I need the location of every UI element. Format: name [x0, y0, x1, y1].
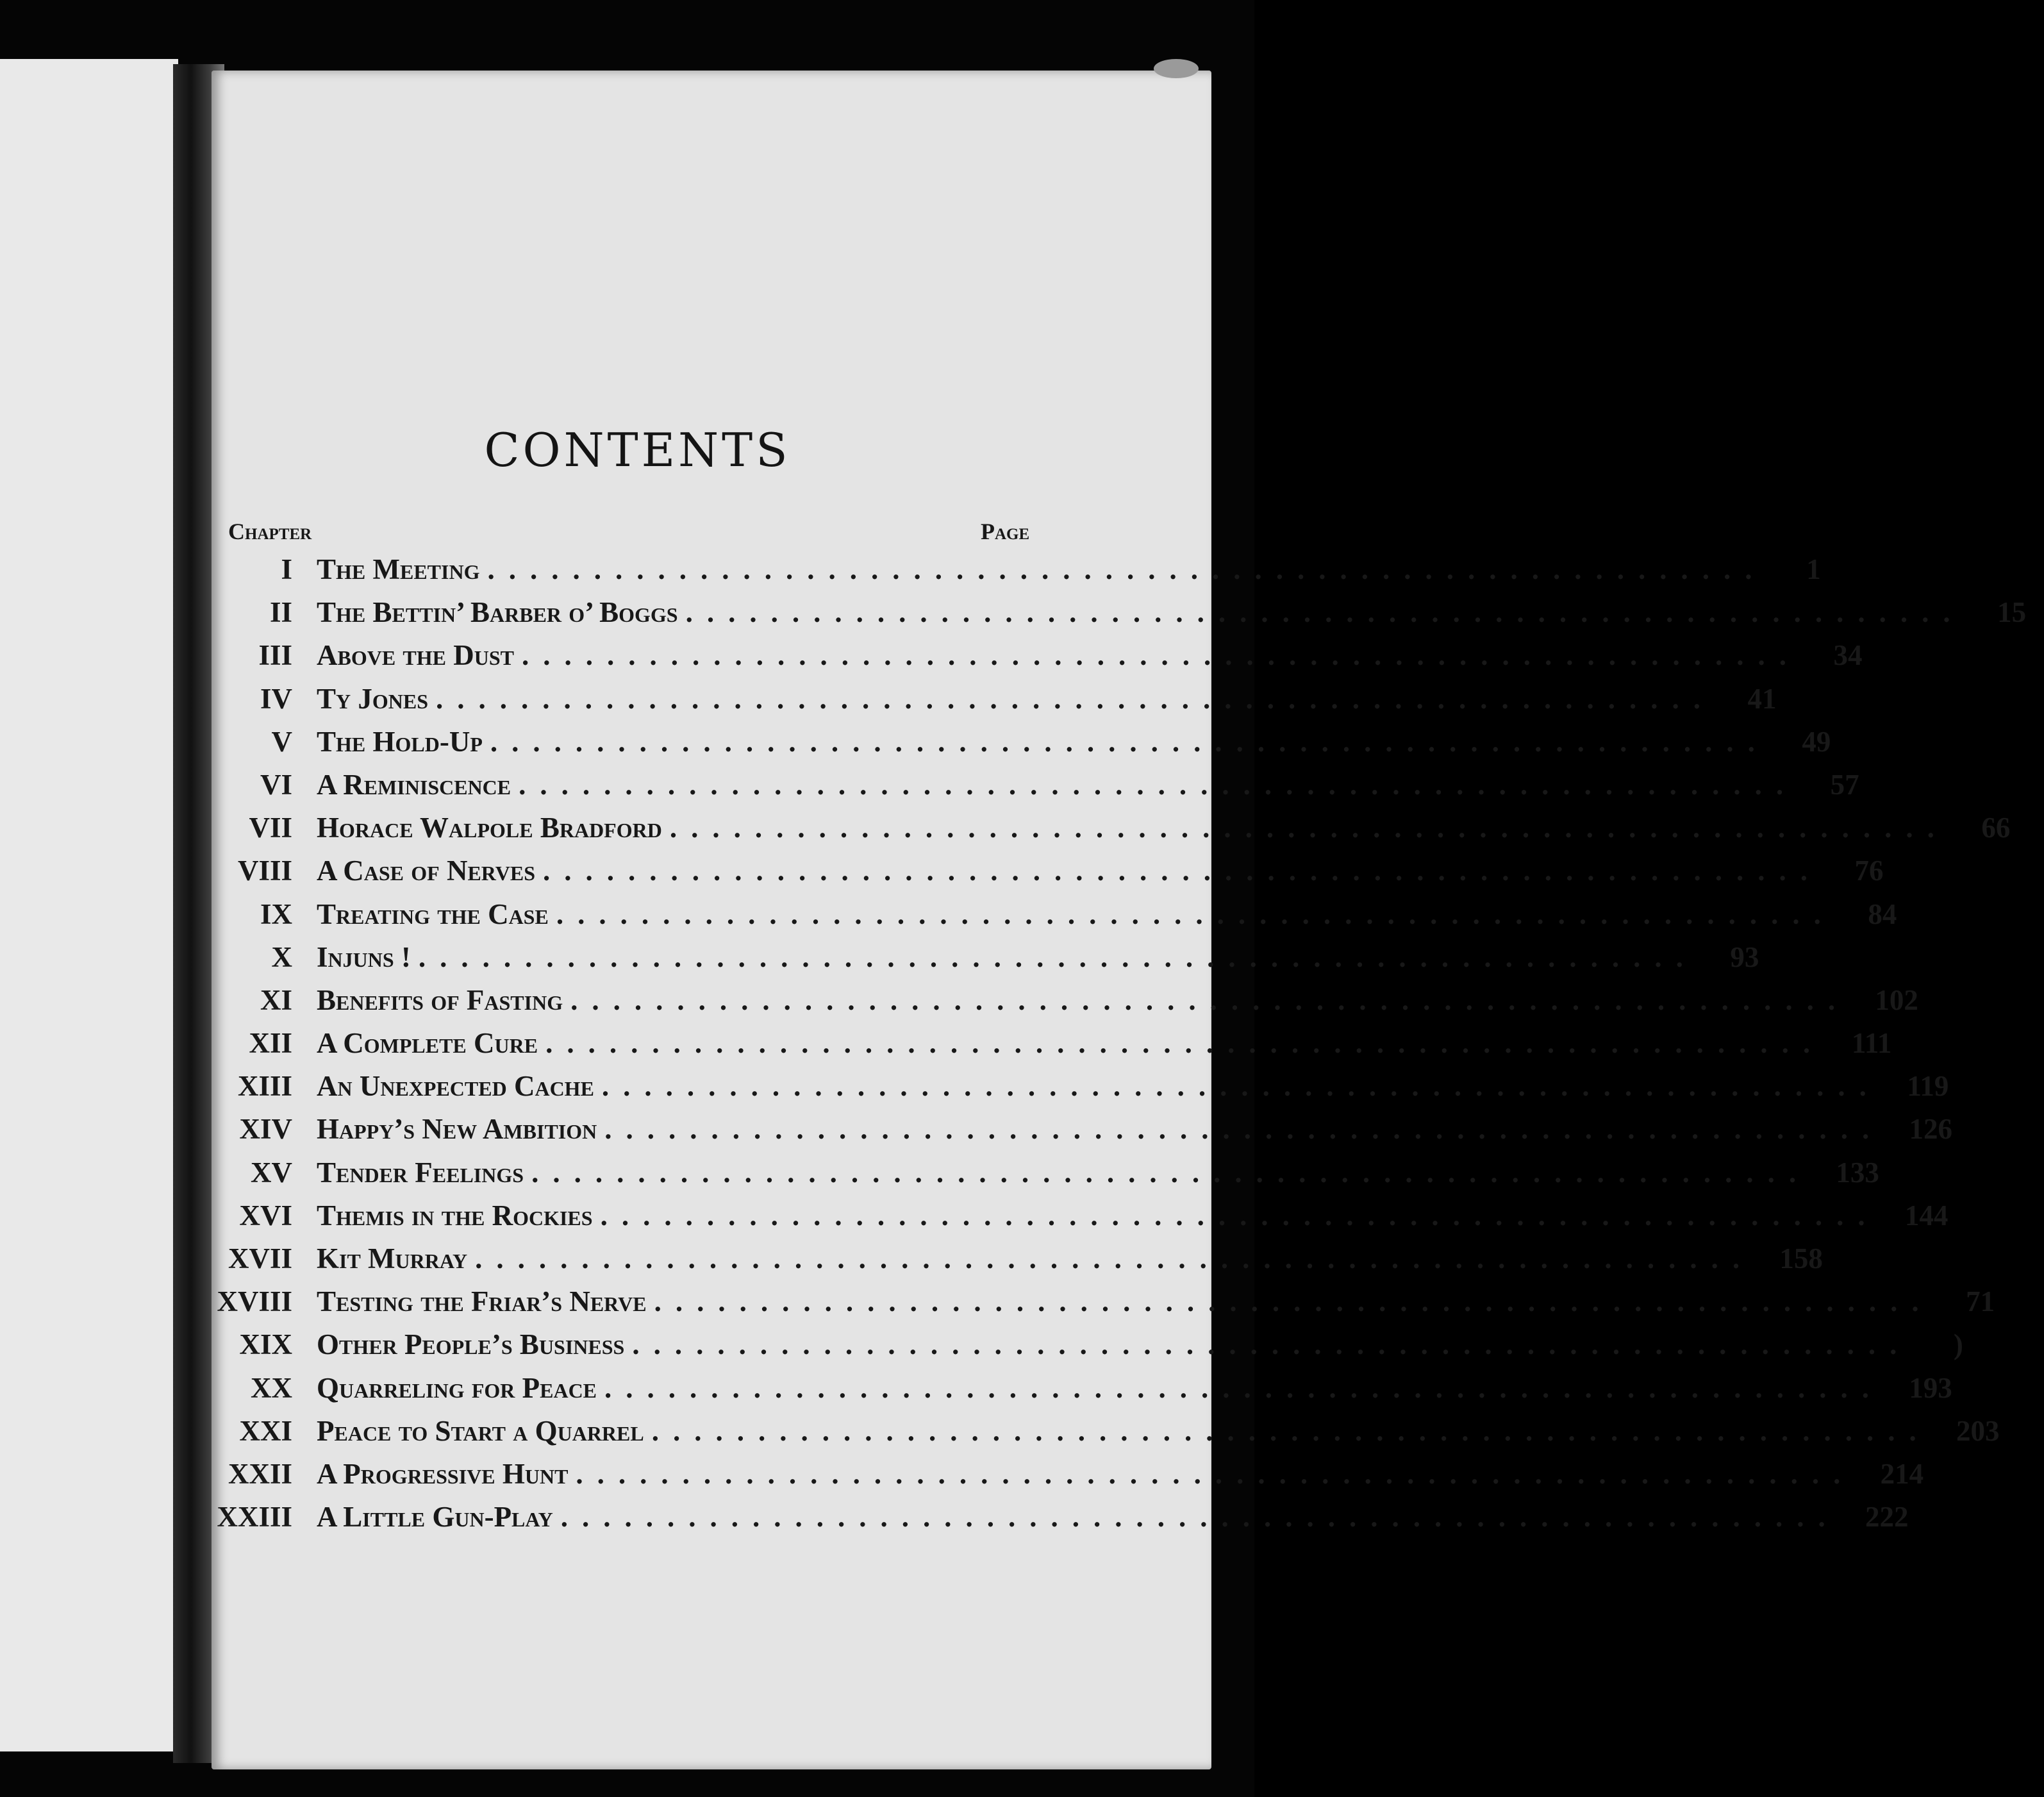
- chapter-title: Kit Murray: [317, 1242, 468, 1275]
- chapter-title: A Progressive Hunt: [317, 1457, 569, 1490]
- page-number: 49: [1802, 725, 1831, 758]
- chapter-title: Other People’s Business: [317, 1328, 625, 1361]
- chapter-number: II: [269, 596, 292, 629]
- toc-entry: [186, 1151, 1879, 1194]
- chapter-number: VI: [260, 768, 292, 801]
- toc-entry: [186, 1453, 1924, 1496]
- chapter-number: XIX: [239, 1328, 292, 1361]
- dot-leader: ............................................................: [560, 1501, 1840, 1534]
- page-number: 119: [1907, 1070, 1949, 1103]
- chapter-title: A Reminiscence: [317, 768, 511, 801]
- dot-leader: ............................................................: [601, 1070, 1881, 1103]
- toc-entry: [186, 849, 1884, 892]
- table-of-contents: [186, 548, 2027, 1539]
- chapter-title: Above the Dust: [317, 639, 515, 672]
- dot-leader: ............................................................: [531, 1156, 1811, 1189]
- toc-entry: [186, 936, 1759, 979]
- scan-blemish: [1154, 59, 1199, 78]
- toc-entry: [186, 893, 1897, 936]
- chapter-number: III: [258, 639, 292, 672]
- chapter-title: Peace to Start a Quarrel: [317, 1414, 644, 1447]
- toc-entry: [186, 1323, 1963, 1366]
- chapter-title: A Case of Nerves: [317, 855, 536, 887]
- page-number: 144: [1904, 1199, 1948, 1232]
- page-number: 133: [1836, 1156, 1879, 1189]
- toc-entry: [186, 1194, 1948, 1237]
- dot-leader: ............................................................: [556, 898, 1835, 930]
- chapter-number: XVII: [228, 1242, 292, 1275]
- dot-leader: ............................................................: [570, 983, 1850, 1016]
- page-number: 111: [1851, 1027, 1892, 1060]
- dot-leader: ............................................................: [418, 940, 1697, 973]
- toc-entry: [186, 1065, 1949, 1108]
- toc-entry: [186, 634, 1863, 677]
- page-number: 84: [1868, 898, 1897, 930]
- chapter-title: Testing the Friar’s Nerve: [317, 1285, 647, 1318]
- chapter-number: V: [271, 725, 292, 758]
- page-title: CONTENTS: [484, 423, 791, 477]
- chapter-title: The Bettin’ Barber o’ Boggs: [317, 596, 678, 629]
- page-number: 203: [1956, 1414, 2000, 1447]
- chapter-number: IX: [260, 898, 292, 930]
- dot-leader: ............................................................: [522, 639, 1801, 672]
- chapter-title: Tender Feelings: [317, 1156, 524, 1189]
- toc-entry: [186, 764, 1859, 807]
- chapter-title: An Unexpected Cache: [317, 1070, 594, 1103]
- dot-leader: ............................................................: [545, 1027, 1825, 1060]
- chapter-title: Horace Walpole Bradford: [317, 812, 662, 844]
- page-number: 57: [1830, 768, 1859, 801]
- toc-entry: [186, 979, 1918, 1022]
- chapter-number: XXIII: [217, 1501, 292, 1534]
- chapter-title: Treating the Case: [317, 898, 549, 930]
- chapter-title: A Complete Cure: [317, 1027, 538, 1060]
- toc-entry: [186, 1237, 1823, 1280]
- dot-leader: ............................................................: [654, 1285, 1933, 1318]
- page-number: 34: [1833, 639, 1863, 672]
- chapter-number: XIII: [237, 1070, 292, 1103]
- chapter-number: XIV: [239, 1113, 292, 1146]
- chapter-number: IV: [260, 682, 292, 715]
- dot-leader: ............................................................: [519, 768, 1798, 801]
- dot-leader: ............................................................: [436, 682, 1715, 715]
- page-number: 214: [1880, 1457, 1924, 1490]
- page-number: 193: [1909, 1371, 1952, 1404]
- page-number: 126: [1909, 1113, 1952, 1146]
- dot-leader: ............................................................: [669, 812, 1948, 844]
- toc-entry: [186, 1410, 2000, 1453]
- toc-entry: [186, 1280, 1995, 1323]
- page-column-header: Page: [981, 519, 1030, 544]
- chapter-title: Ty Jones: [317, 682, 429, 715]
- toc-entry: [186, 721, 1831, 764]
- page-number: 93: [1730, 940, 1759, 973]
- dot-leader: ............................................................: [632, 1328, 1911, 1361]
- toc-entry: [186, 1108, 1952, 1151]
- toc-entry: [186, 807, 2011, 849]
- page-number: 102: [1875, 983, 1918, 1016]
- toc-entry: [186, 1022, 1892, 1065]
- chapter-title: Quarreling for Peace: [317, 1371, 597, 1404]
- toc-entry: [186, 548, 1821, 591]
- toc-entry: [186, 1496, 1909, 1539]
- chapter-number: XX: [251, 1371, 292, 1404]
- toc-entry: [186, 1367, 1952, 1410]
- chapter-title: The Meeting: [317, 553, 480, 585]
- page-number: ): [1953, 1328, 1963, 1361]
- chapter-number: XII: [249, 1027, 292, 1060]
- chapter-title: Benefits of Fasting: [317, 983, 563, 1016]
- chapter-number: XV: [251, 1156, 292, 1189]
- chapter-number: XI: [260, 983, 292, 1016]
- chapter-title: A Little Gun-Play: [317, 1501, 553, 1534]
- chapter-title: The Hold-Up: [317, 725, 483, 758]
- dot-leader: ............................................................: [685, 596, 1965, 629]
- chapter-title: Themis in the Rockies: [317, 1199, 593, 1232]
- toc-entry: [186, 591, 2027, 634]
- page-number: 41: [1747, 682, 1777, 715]
- chapter-number: XXI: [239, 1414, 292, 1447]
- dot-leader: ............................................................: [604, 1113, 1884, 1146]
- chapter-number: XVI: [239, 1199, 292, 1232]
- chapter-number: X: [271, 940, 292, 973]
- chapter-number: XXII: [228, 1457, 292, 1490]
- page-number: 66: [1981, 812, 2011, 844]
- left-page: [0, 59, 178, 1751]
- dot-leader: ............................................................: [487, 553, 1766, 585]
- page-number: 76: [1854, 855, 1884, 887]
- chapter-number: VIII: [237, 855, 292, 887]
- dot-leader: ............................................................: [576, 1457, 1855, 1490]
- chapter-column-header: Chapter: [228, 519, 312, 544]
- chapter-number: XVIII: [217, 1285, 292, 1318]
- dot-leader: ............................................................: [604, 1371, 1884, 1404]
- dot-leader: ............................................................: [475, 1242, 1754, 1275]
- page-number: 222: [1865, 1501, 1909, 1534]
- page-number: 15: [1997, 596, 2027, 629]
- chapter-number: VII: [249, 812, 292, 844]
- toc-entry: [186, 678, 1777, 721]
- page-number: 158: [1779, 1242, 1823, 1275]
- dot-leader: ............................................................: [543, 855, 1822, 887]
- dot-leader: ............................................................: [651, 1414, 1931, 1447]
- chapter-number: I: [281, 553, 292, 585]
- chapter-title: Injuns !: [317, 940, 411, 973]
- chapter-title: Happy’s New Ambition: [317, 1113, 597, 1146]
- page-number: 1: [1806, 553, 1821, 585]
- dot-leader: ............................................................: [600, 1199, 1879, 1232]
- page-number: 71: [1966, 1285, 1995, 1318]
- dot-leader: ............................................................: [490, 725, 1769, 758]
